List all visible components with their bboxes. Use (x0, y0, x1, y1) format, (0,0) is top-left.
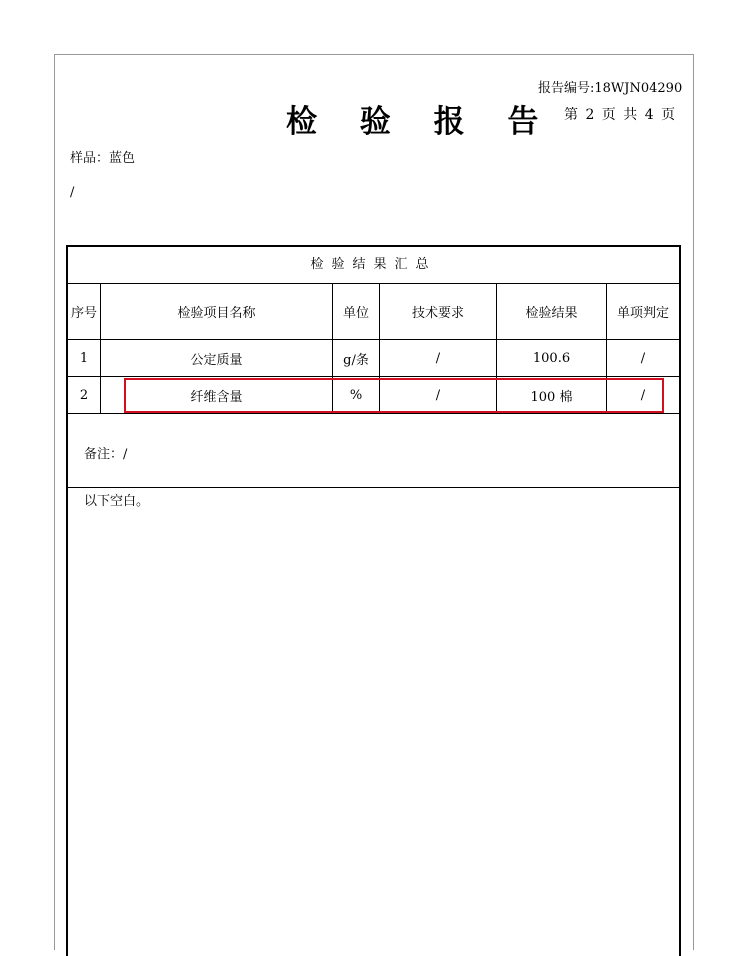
column-header-no: 序号 (70, 306, 97, 321)
column-header-requirement: 技术要求 (411, 306, 464, 321)
highlight-box (124, 378, 664, 413)
summary-title: 检验结果汇总 (310, 257, 437, 272)
sample-extra: / (70, 185, 75, 200)
row1-no: 1 (79, 350, 89, 366)
page-indicator: 第 2 页 共 4 页 (564, 107, 676, 123)
table-divider (68, 413, 679, 414)
sample-label: 样品：蓝色 (70, 151, 136, 166)
column-header-judgement: 单项判定 (616, 306, 669, 321)
remark-text: 备注：/ (84, 447, 128, 462)
row1-requirement: / (435, 350, 441, 366)
row1-item: 公定质量 (190, 352, 243, 368)
report-title: 检 验 报 告 (286, 104, 555, 140)
row2-item: 纤维含量 (190, 389, 243, 405)
row1-result: 100.6 (532, 350, 571, 366)
row2-no: 2 (79, 387, 89, 403)
row1-unit: g/条 (343, 352, 369, 368)
row2-unit: % (349, 387, 363, 403)
column-header-item: 检验项目名称 (177, 306, 256, 321)
row2-judgement: / (640, 387, 646, 403)
blank-note: 以下空白。 (84, 494, 150, 509)
row2-result: 100 棉 (530, 389, 573, 405)
row1-judgement: / (640, 350, 646, 366)
column-header-unit: 单位 (342, 306, 369, 321)
table-divider (68, 487, 679, 488)
column-header-result: 检验结果 (525, 306, 578, 321)
report-number: 报告编号:18WJN04290 (538, 81, 683, 96)
row2-requirement: / (435, 387, 441, 403)
